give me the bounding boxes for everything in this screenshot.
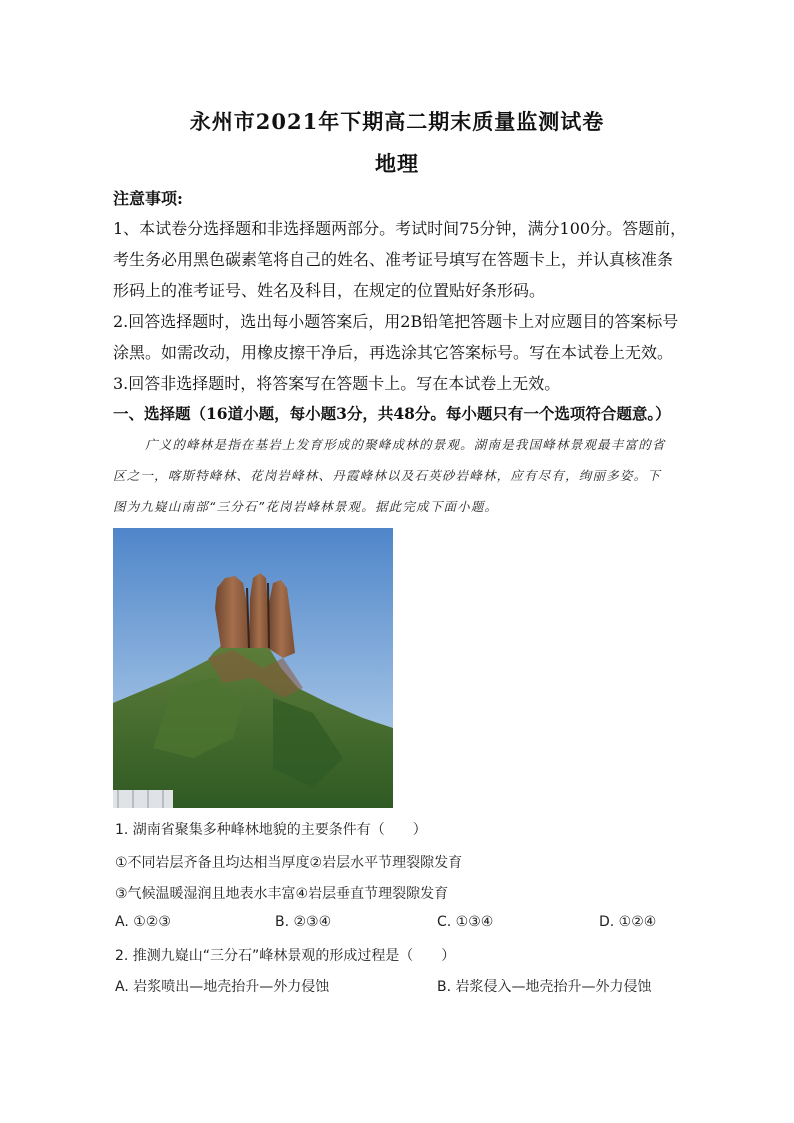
question-2-option-a[interactable]: A. 岩浆喷出—地壳抬升—外力侵蚀 xyxy=(115,979,330,995)
notice-line: 形码上的准考证号、姓名及科目，在规定的位置贴好条形码。 xyxy=(113,281,546,300)
passage-line: 区之一，喀斯特峰林、花岗岩峰林、丹霞峰林以及石英砂岩峰林，应有尽有，绚丽多姿。下 xyxy=(113,468,662,483)
question-2-option-b[interactable]: B. 岩浆侵入—地壳抬升—外力侵蚀 xyxy=(437,979,652,995)
passage-line: 广义的峰林是指在基岩上发育形成的聚峰成林的景观。湖南是我国峰林景观最丰富的省 xyxy=(145,437,666,452)
question-1-statements: ③气候温暖湿润且地表水丰富④岩层垂直节理裂隙发育 xyxy=(115,886,449,902)
question-1-stem: 1. 湖南省聚集多种峰林地貌的主要条件有（ ） xyxy=(115,822,427,838)
notice-heading: 注意事项: xyxy=(113,189,183,208)
exam-title: 永州市2021年下期高二期末质量监测试卷 xyxy=(189,109,605,134)
granite-peak-forest-photo xyxy=(113,528,393,808)
passage-line: 图为九嶷山南部“三分石”花岗岩峰林景观。据此完成下面小题。 xyxy=(113,499,499,514)
notice-line: 2.回答选择题时，选出每小题答案后，用2B铅笔把答题卡上对应题目的答案标号 xyxy=(113,312,679,331)
subject-title: 地理 xyxy=(375,151,419,176)
notice-line: 3.回答非选择题时，将答案写在答题卡上。写在本试卷上无效。 xyxy=(113,374,561,393)
question-1-statements: ①不同岩层齐备且均达相当厚度②岩层水平节理裂隙发育 xyxy=(115,855,463,871)
notice-line: 涂黑。如需改动，用橡皮擦干净后，再选涂其它答案标号。写在本试卷上无效。 xyxy=(113,343,674,362)
question-1-option-d[interactable]: D. ①②④ xyxy=(599,914,657,930)
notice-line: 1、本试卷分选择题和非选择题两部分。考试时间75分钟，满分100分。答题前， xyxy=(113,219,687,238)
question-1-option-a[interactable]: A. ①②③ xyxy=(115,914,171,930)
question-1-option-c[interactable]: C. ①③④ xyxy=(437,914,494,930)
question-2-stem: 2. 推测九嶷山“三分石”峰林景观的形成过程是（ ） xyxy=(115,948,456,964)
notice-line: 考生务必用黑色碳素笔将自己的姓名、准考证号填写在答题卡上，并认真核准条 xyxy=(113,250,674,269)
question-1-option-b[interactable]: B. ②③④ xyxy=(275,914,332,930)
section-heading: 一、选择题（16道小题，每小题3分，共48分。每小题只有一个选项符合题意。） xyxy=(113,404,671,423)
